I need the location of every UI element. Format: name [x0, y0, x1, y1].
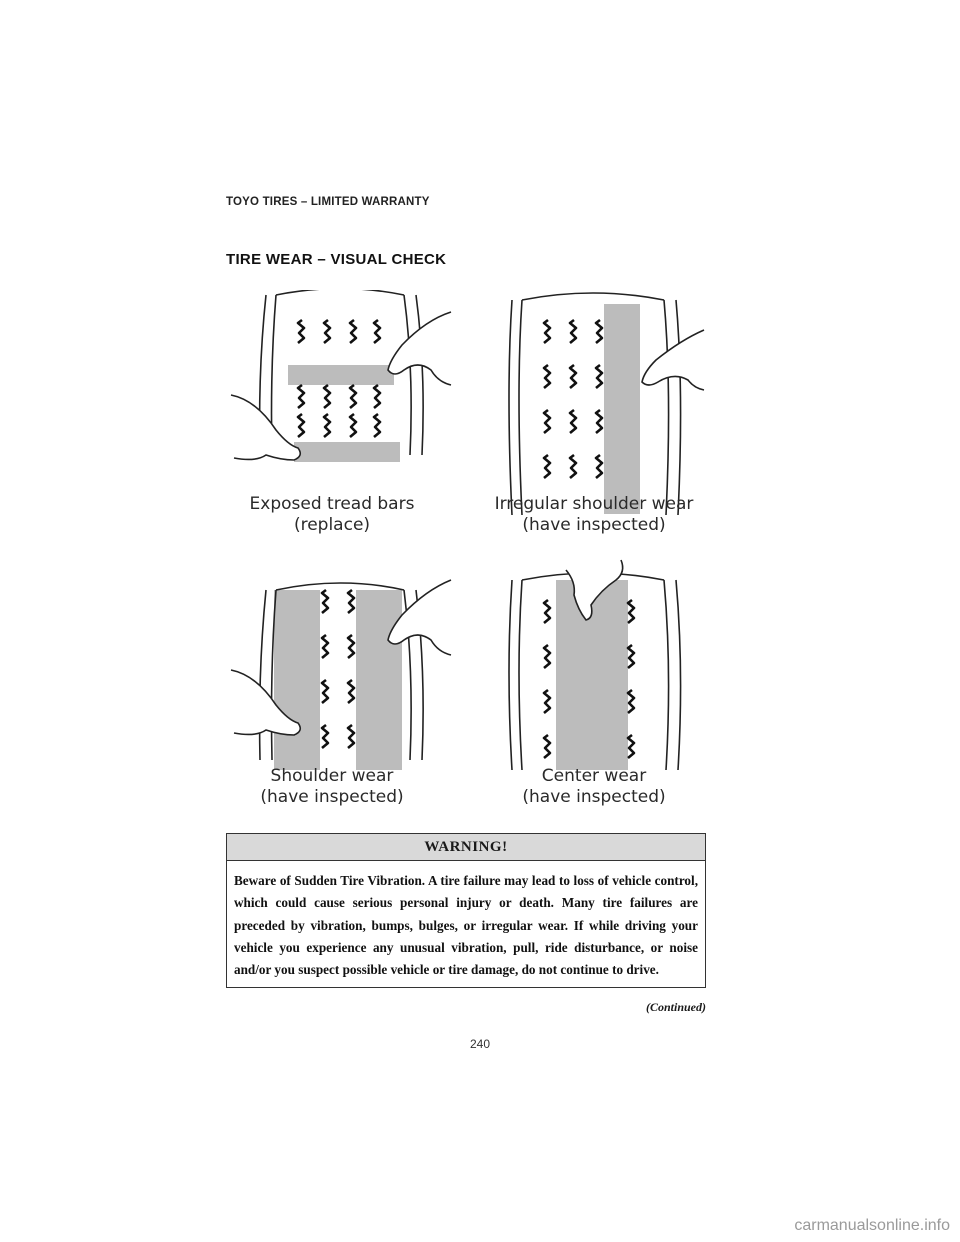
warning-body: Beware of Sudden Tire Vibration. A tire failure may lead to loss of vehicle control, which could cause serious personal injury or death. Many tire failures are preceded by vibration, bumps, bulges, or irregular wear. If while driving your vehicle you experience any unusual vibration, pull, ride disturbance, or noise and/or you suspect possible vehicle or tire damage, do not continue to drive.	[234, 873, 698, 978]
panel-irregular-shoulder-wear-drawing	[509, 293, 704, 515]
caption-line: (have inspected)	[522, 515, 666, 535]
warning-box	[226, 833, 706, 988]
caption-shoulder-wear	[212, 766, 452, 808]
running-head: TOYO TIRES – LIMITED WARRANTY	[226, 196, 430, 208]
caption-center-wear	[474, 766, 714, 808]
caption-line: Center wear	[541, 766, 647, 786]
panel-shoulder-wear-drawing	[231, 580, 451, 770]
tire-wear-illustration	[226, 290, 706, 815]
panel-center-wear-drawing	[509, 560, 681, 770]
caption-line: Exposed tread bars	[249, 494, 415, 514]
caption-exposed-tread-bars	[212, 494, 452, 536]
caption-line: Shoulder wear	[270, 766, 394, 786]
warning-title: WARNING!	[227, 834, 705, 861]
watermark: carmanualsonline.info	[794, 1217, 950, 1234]
panel-exposed-tread-bars-drawing	[231, 290, 451, 462]
caption-irregular-shoulder-wear	[474, 494, 714, 536]
caption-line: (have inspected)	[522, 787, 666, 807]
caption-line: Irregular shoulder wear	[494, 494, 694, 514]
page-number: 240	[469, 1037, 491, 1051]
caption-line: (have inspected)	[260, 787, 404, 807]
caption-line: (replace)	[293, 515, 371, 535]
section-title: TIRE WEAR – VISUAL CHECK	[226, 251, 447, 268]
tire-wear-figure	[226, 290, 706, 815]
continued-label: (Continued)	[645, 1000, 706, 1014]
